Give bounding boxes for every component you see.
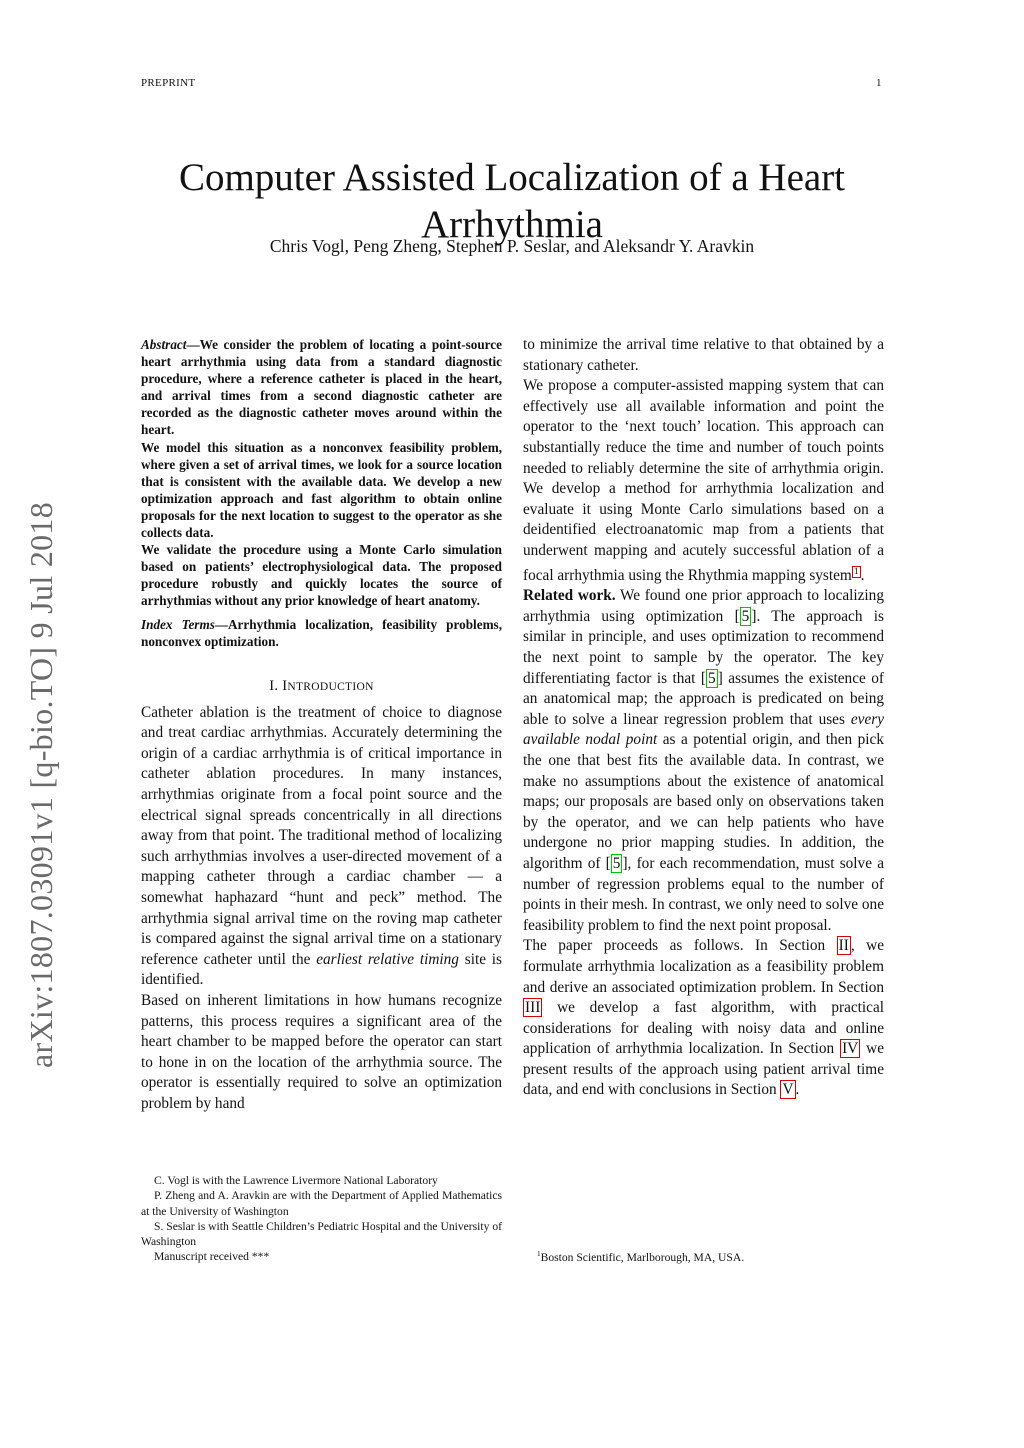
footnote-boston-scientific: $^1$Boston Scientific, Marlborough, MA, USA. — [537, 1250, 745, 1264]
introduction-body — [141, 703, 502, 1115]
footnote-seslar: S. Seslar is with Seattle Children’s Pediatric Hospital and the University of Washington — [141, 1219, 502, 1249]
paper-title: Computer Assisted Localization of a Heart Arrhythmia — [178, 156, 846, 247]
outline-paragraph: The paper proceeds as follows. In Section II , we formulate arrhythmia localization as a feasibility problem and derive an associated optimization problem. In Section III we develop a fast algorithm, with practical considerations for dealing with noisy data and online application of arrhythmia localization. In Section IV we present results of the approach using patient arrival time data, and end with conclusions in Section V . — [523, 937, 884, 1099]
abstract-paragraph-1: Abstract—We consider the problem of locating a point-source heart arrhythmia using data from a standard diagnostic procedure, where a reference catheter is placed in the heart, and arrival times from a second diagnostic catheter are recorded as the diagnostic catheter moves around within the heart. — [141, 337, 502, 438]
abstract-paragraph-3: We validate the procedure using a Monte Carlo simulation based on patients’ electrophysiological data. The proposed procedure robustly and quickly locates the source of arrhythmias without any prior knowledge of heart anatomy. — [141, 542, 502, 609]
arxiv-identifier-stamp: arXiv:1807.03091v1 [q-bio.TO] 9 Jul 2018 — [23, 501, 59, 1068]
index-terms: Index Terms—Arrhythmia localization, feasibility problems, nonconvex optimization. — [141, 616, 502, 649]
author-list: Chris Vogl, Peng Zheng, Stephen P. Seslar, and Aleksandr Y. Aravkin — [269, 236, 755, 256]
citation-link-5[interactable]: 5 — [612, 854, 621, 872]
related-work-label: Related work. — [523, 587, 616, 605]
right-column — [523, 335, 884, 1101]
right-paragraph-1: to minimize the arrival time relative to that obtained by a stationary catheter. — [523, 336, 884, 374]
abstract-label: Abstract — [141, 337, 187, 352]
section-link-III[interactable]: III — [525, 999, 541, 1017]
citation-link-5[interactable]: 5 — [708, 669, 716, 687]
footnote-manuscript: Manuscript received *** — [154, 1250, 270, 1264]
index-terms-label: Index Terms — [141, 616, 215, 632]
right-paragraph-2: We propose a computer-assisted mapping system that can effectively use all available information and point the operator to the ‘next touch’ location. This approach can substantially reduce the time and number of touch points needed to reliably determine the site of arrhythmia origin. We develop a method for arrhythmia localization and evaluate it using Monte Carlo simulations based on a deidentified electroanatomic map from a patients that underwent mapping and acutely successful ablation of a focal arrhythmia using the Rhythmia mapping system $^1$ . — [523, 377, 884, 584]
section-link-II[interactable]: II — [838, 937, 849, 955]
left-column — [141, 336, 502, 1115]
right-column-body — [523, 335, 884, 1101]
page-number: 1 — [876, 77, 882, 89]
abstract — [141, 336, 502, 610]
intro-paragraph-2: Based on inherent limitations in how humans recognize patterns, this process requires a significant area of the heart chamber to be mapped before the operator can start to hone in on the location of the arrhythmia source. The operator is essentially required to solve an optimization problem by hand — [141, 992, 502, 1112]
citation-link-5[interactable]: 5 — [741, 607, 750, 625]
footnote-zheng-aravkin: P. Zheng and A. Aravkin are with the Department of Applied Mathematics at the University of Washington — [141, 1189, 502, 1218]
affiliation-footnotes — [141, 1173, 502, 1265]
section-heading-introduction: I. INTRODUCTION — [269, 677, 374, 694]
related-work-paragraph: Related work. We found one prior approach to localizing arrhythmia using optimization [ 5 ]. The approach is similar in principle, and uses optimization to recommend the next point to sample by the operator. The key differentiating factor is that [ 5 ] assumes the existence of an anatomical map; the approach is predicated on being able to solve a linear regression problem that uses every available nodal point as a potential origin, and then pick the one that best fits the available data. In contrast, we make no assumptions about the existence of anatomical maps; our proposals are based only on observations taken by the operator, and we can help patients who have undergone no prior mapping studies. In addition, the algorithm of [ 5 ], for each recommendation, must solve a number of regression problems equal to the number of points in their mesh. In contrast, we only need to solve one feasibility problem to find the next point proposal. — [523, 587, 885, 934]
abstract-paragraph-2: We model this situation as a nonconvex feasibility problem, where given a set of arrival times, we look for a source location that is consistent with the available data. We develop a new optimization approach and fast algorithm to obtain online proposals for the next location to suggest to the operator as she collects data. — [141, 439, 502, 541]
footnote-vogl: C. Vogl is with the Lawrence Livermore National Laboratory — [154, 1174, 438, 1187]
running-header: PREPRINT — [141, 77, 196, 89]
section-link-V[interactable]: V — [782, 1081, 794, 1099]
intro-paragraph-1: Catheter ablation is the treatment of choice to diagnose and treat cardiac arrhythmias. Accurately determining the origin of a cardiac arrhythmia is of critical importance in catheter ablation procedures. In many instances, arrhythmias originate from a focal point source and the electrical signal spreads concentrically in all directions away from that point. The traditional method of localizing such arrhythmias involves a user-directed movement of a mapping catheter through a cardiac chamber — a somewhat haphazard “hunt and peck” method. The arrhythmia signal arrival time on the roving map catheter is compared against the signal arrival time on a stationary reference catheter until the earliest relative timing site is identified. — [141, 703, 502, 989]
section-link-IV[interactable]: IV — [842, 1040, 859, 1058]
footnote-link-1[interactable]: 1 — [853, 566, 859, 577]
